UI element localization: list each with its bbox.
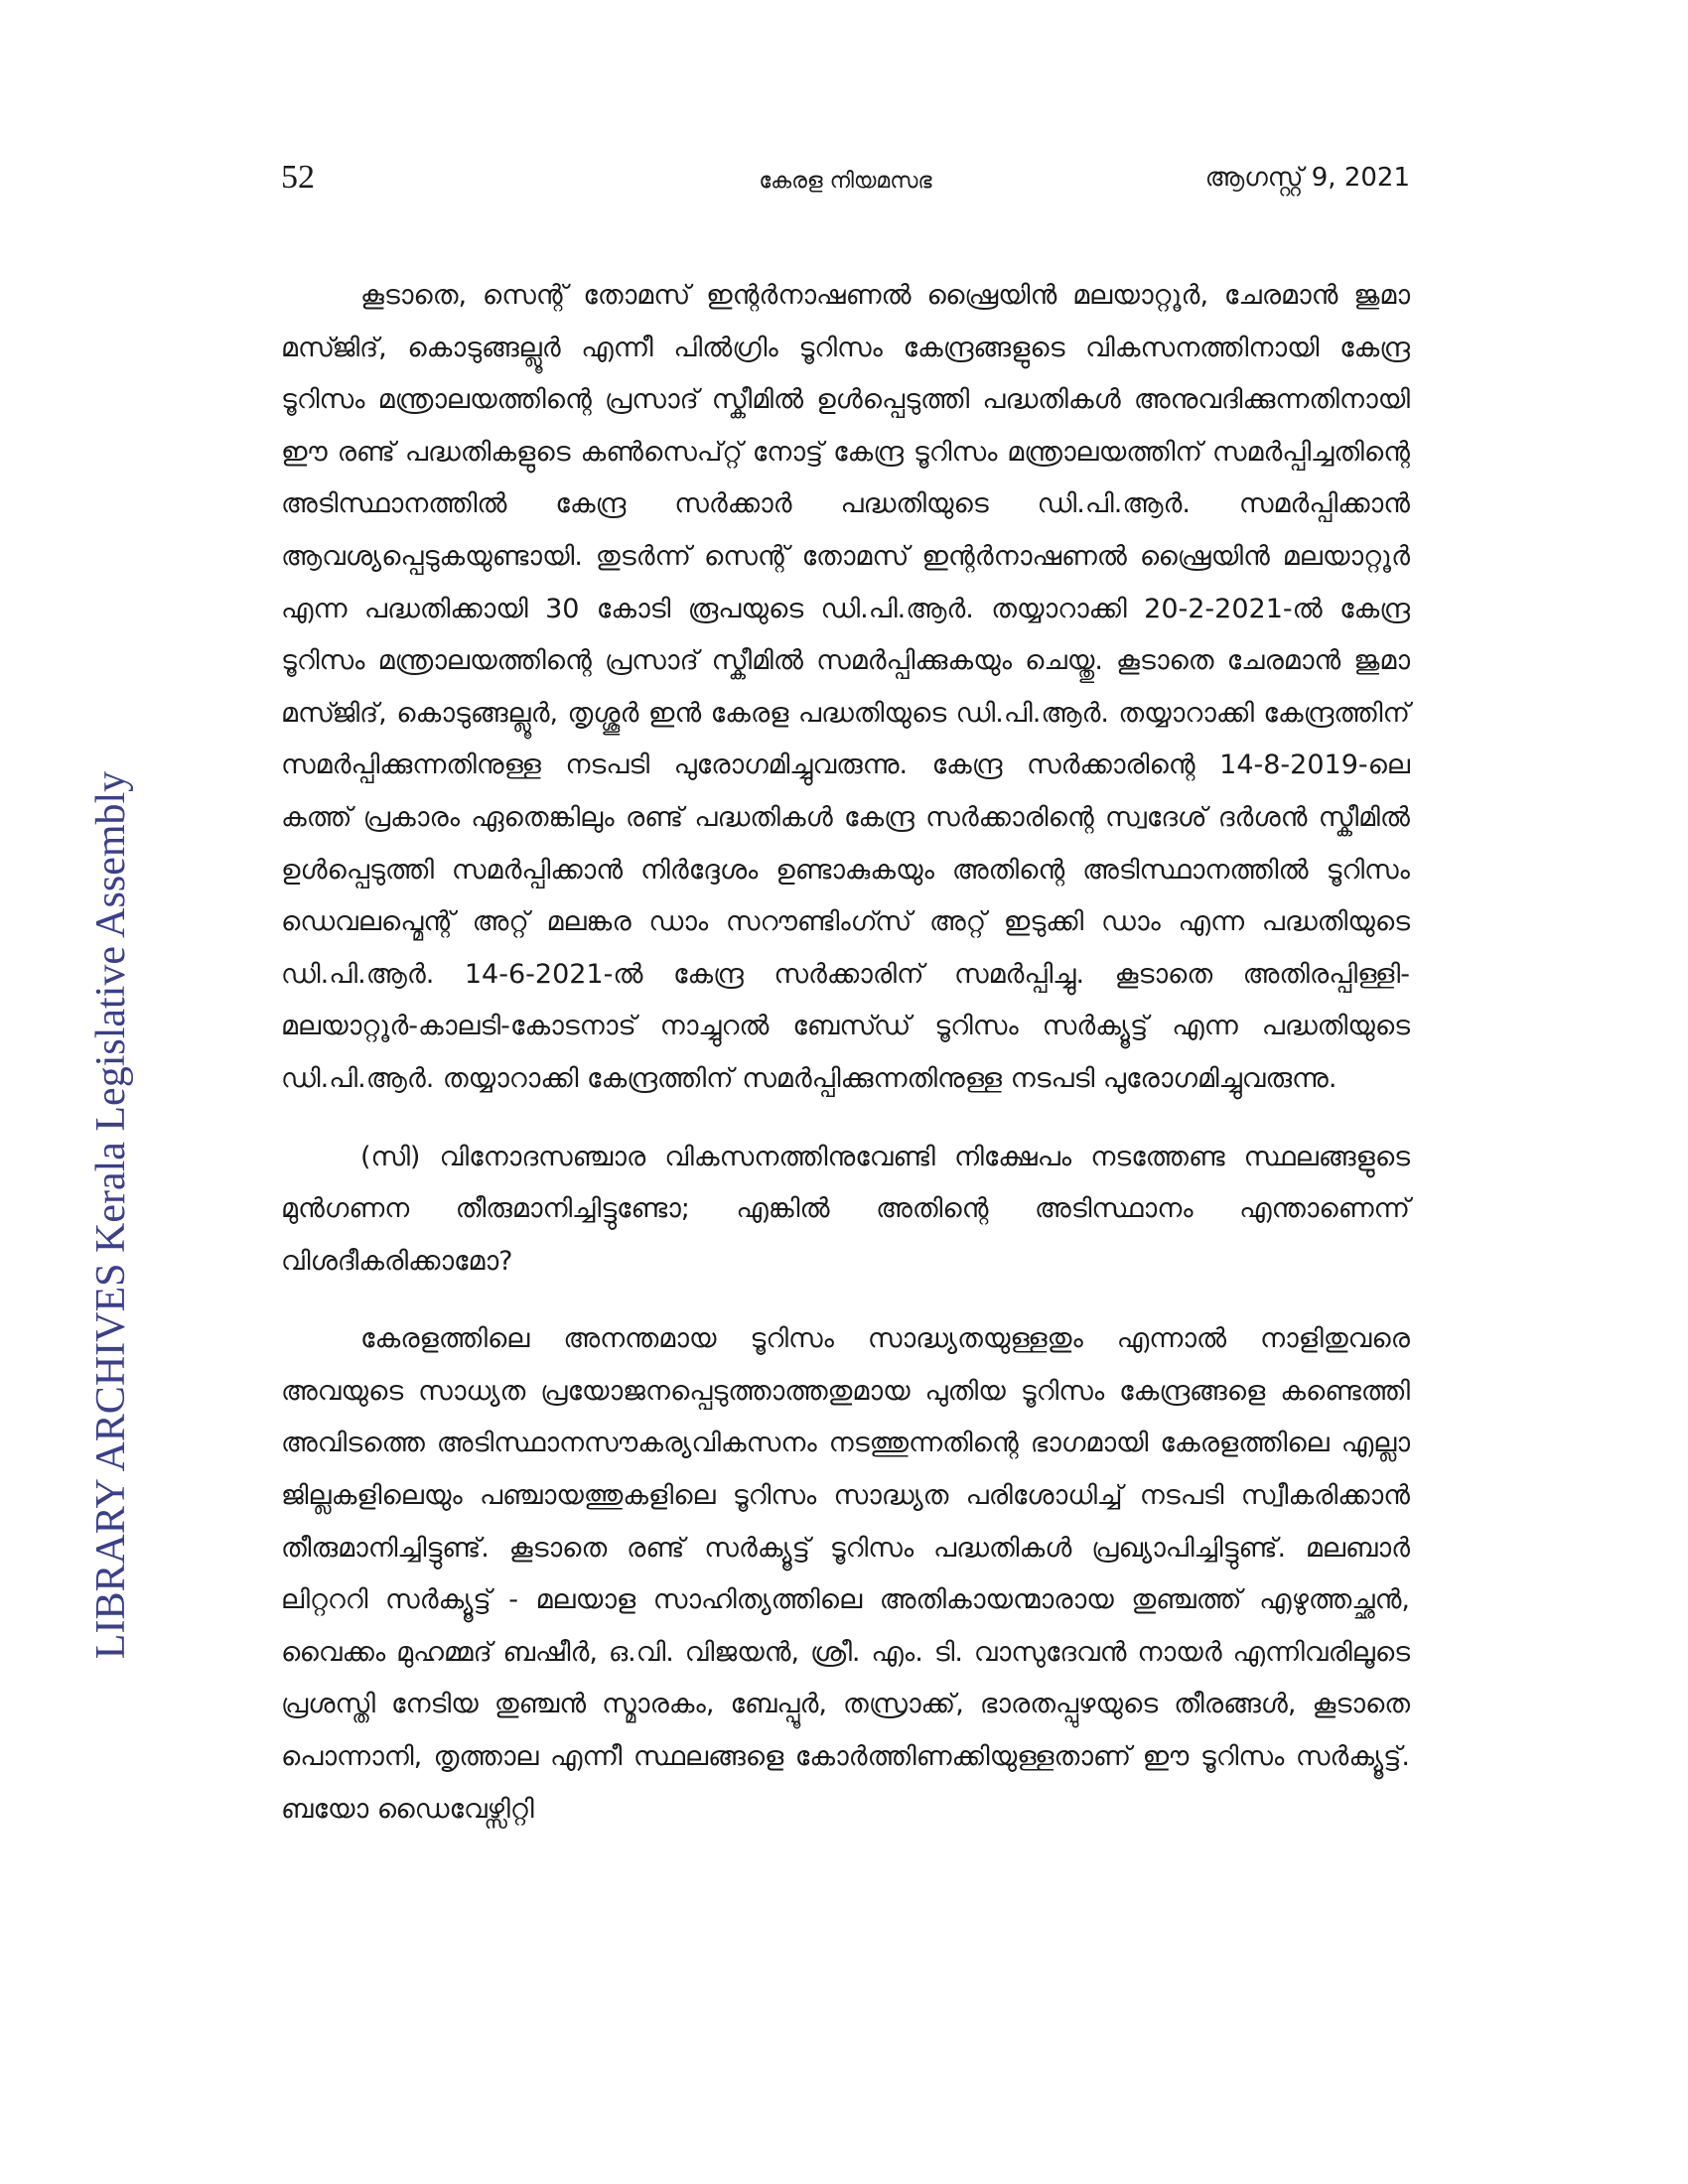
- page-header: [281, 159, 1410, 208]
- paragraph-question-c: (സി) വിനോദസഞ്ചാര വികസനത്തിനുവേണ്ടി നിക്ഷേപം നടത്തേണ്ട സ്ഥലങ്ങളുടെ മുൻഗണന തീരുമാനിച്ചിട്ടുണ്ടോ; എങ്കിൽ അതിന്റെ അടിസ്ഥാനം എന്താണെന്ന് വിശദീകരിക്കാമോ?: [281, 1141, 1410, 1277]
- header-date: ആഗസ്റ്റ് 9, 2021: [1204, 163, 1410, 193]
- running-title: കേരള നിയമസഭ: [759, 169, 932, 194]
- paragraph-answer-b: കൂടാതെ, സെന്റ് തോമസ് ഇന്റർനാഷണൽ ഷ്രൈയിൻ മലയാറ്റൂർ, ചേരമാൻ ജുമാ മസ്ജിദ്, കൊടുങ്ങല്ലൂർ എന്നീ പിൽഗ്രിം ടൂറിസം കേന്ദ്രങ്ങളുടെ വികസനത്തിനായി കേന്ദ്ര ടൂറിസം മന്ത്രാലയത്തിന്റെ പ്രസാദ് സ്കീമിൽ ഉൾപ്പെടുത്തി പദ്ധതികൾ അനുവദിക്കുന്നതിനായി ഈ രണ്ട് പദ്ധതികളുടെ കൺസെപ്റ്റ് നോട്ട് കേന്ദ്ര ടൂറിസം മന്ത്രാലയത്തിന് സമർപ്പിച്ചതിന്റെ അടിസ്ഥാനത്തിൽ കേന്ദ്ര സർക്കാർ പദ്ധതിയുടെ ഡി.പി.ആർ. സമർപ്പിക്കാൻ ആവശ്യപ്പെടുകയുണ്ടായി. തുടർന്ന് സെന്റ് തോമസ് ഇന്റർനാഷണൽ ഷ്രൈയിൻ മലയാറ്റൂർ എന്ന പദ്ധതിക്കായി 30 കോടി രൂപയുടെ ഡി.പി.ആർ. തയ്യാറാക്കി 20-2-2021-ൽ കേന്ദ്ര ടൂറിസം മന്ത്രാലയത്തിന്റെ പ്രസാദ് സ്കീമിൽ സമർപ്പിക്കുകയും ചെയ്തു. കൂടാതെ ചേരമാൻ ജുമാ മസ്ജിദ്, കൊടുങ്ങല്ലൂർ, തൃശ്ശൂർ ഇൻ കേരള പദ്ധതിയുടെ ഡി.പി.ആർ. തയ്യാറാക്കി കേന്ദ്രത്തിന് സമർപ്പിക്കുന്നതിനുള്ള നടപടി പുരോഗമിച്ചുവരുന്നു. കേന്ദ്ര സർക്കാരിന്റെ 14-8-2019-ലെ കത്ത് പ്രകാരം ഏതെങ്കിലും രണ്ട് പദ്ധതികൾ കേന്ദ്ര സർക്കാരിന്റെ സ്വദേശ് ദർശൻ സ്കീമിൽ ഉൾപ്പെടുത്തി സമർപ്പിക്കാൻ നിർദ്ദേശം ഉണ്ടാകുകയും അതിന്റെ അടിസ്ഥാനത്തിൽ ടൂറിസം ഡെവലപ്മെന്റ് അറ്റ് മലങ്കര ഡാം സറൗണ്ടിംഗ്സ് അറ്റ് ഇടുക്കി ഡാം എന്ന പദ്ധതിയുടെ ഡി.പി.ആർ. 14-6-2021-ൽ കേന്ദ്ര സർക്കാരിന് സമർപ്പിച്ചു. കൂടാതെ അതിരപ്പിള്ളി- മലയാറ്റൂർ-കാലടി-കോടനാട് നാച്ചുറൽ ബേസ്ഡ് ടൂറിസം സർക്യൂട്ട് എന്ന പദ്ധതിയുടെ ഡി.പി.ആർ. തയ്യാറാക്കി കേന്ദ്രത്തിന് സമർപ്പിക്കുന്നതിനുള്ള നടപടി പുരോഗമിച്ചുവരുന്നു.: [281, 280, 1410, 1094]
- archive-watermark: LIBRARY ARCHIVES Kerala Legislative Assembly: [88, 770, 134, 1660]
- body-text: [281, 270, 1410, 1836]
- page-number: 52: [281, 159, 315, 196]
- paragraph-answer-c: കേരളത്തിലെ അനന്തമായ ടൂറിസം സാദ്ധ്യതയുള്ളതും എന്നാൽ നാളിതുവരെ അവയുടെ സാധ്യത പ്രയോജനപ്പെടുത്താത്തതുമായ പുതിയ ടൂറിസം കേന്ദ്രങ്ങളെ കണ്ടെത്തി അവിടത്തെ അടിസ്ഥാനസൗകര്യവികസനം നടത്തുന്നതിന്റെ ഭാഗമായി കേരളത്തിലെ എല്ലാ ജില്ലകളിലെയും പഞ്ചായത്തുകളിലെ ടൂറിസം സാദ്ധ്യത പരിശോധിച്ച് നടപടി സ്വീകരിക്കാൻ തീരുമാനിച്ചിട്ടുണ്ട്. കൂടാതെ രണ്ട് സർക്യൂട്ട് ടൂറിസം പദ്ധതികൾ പ്രഖ്യാപിച്ചിട്ടുണ്ട്. മലബാർ ലിറ്റററി സർക്യൂട്ട് - മലയാള സാഹിത്യത്തിലെ അതികായന്മാരായ തുഞ്ചത്ത് എഴുത്തച്ഛൻ, വൈക്കം മുഹമ്മദ് ബഷീർ, ഒ.വി. വിജയൻ, ശ്രീ. എം. ടി. വാസുദേവൻ നായർ എന്നിവരിലൂടെ പ്രശസ്തി നേടിയ തുഞ്ചൻ സ്മാരകം, ബേപ്പൂർ, തസ്രാക്ക്, ഭാരതപ്പുഴയുടെ തീരങ്ങൾ, കൂടാതെ പൊന്നാനി, തൃത്താല എന്നീ സ്ഥലങ്ങളെ കോർത്തിണക്കിയുള്ളതാണ് ഈ ടൂറിസം സർക്യൂട്ട്. ബയോ ഡൈവേഴ്സിറ്റി: [281, 1323, 1410, 1825]
